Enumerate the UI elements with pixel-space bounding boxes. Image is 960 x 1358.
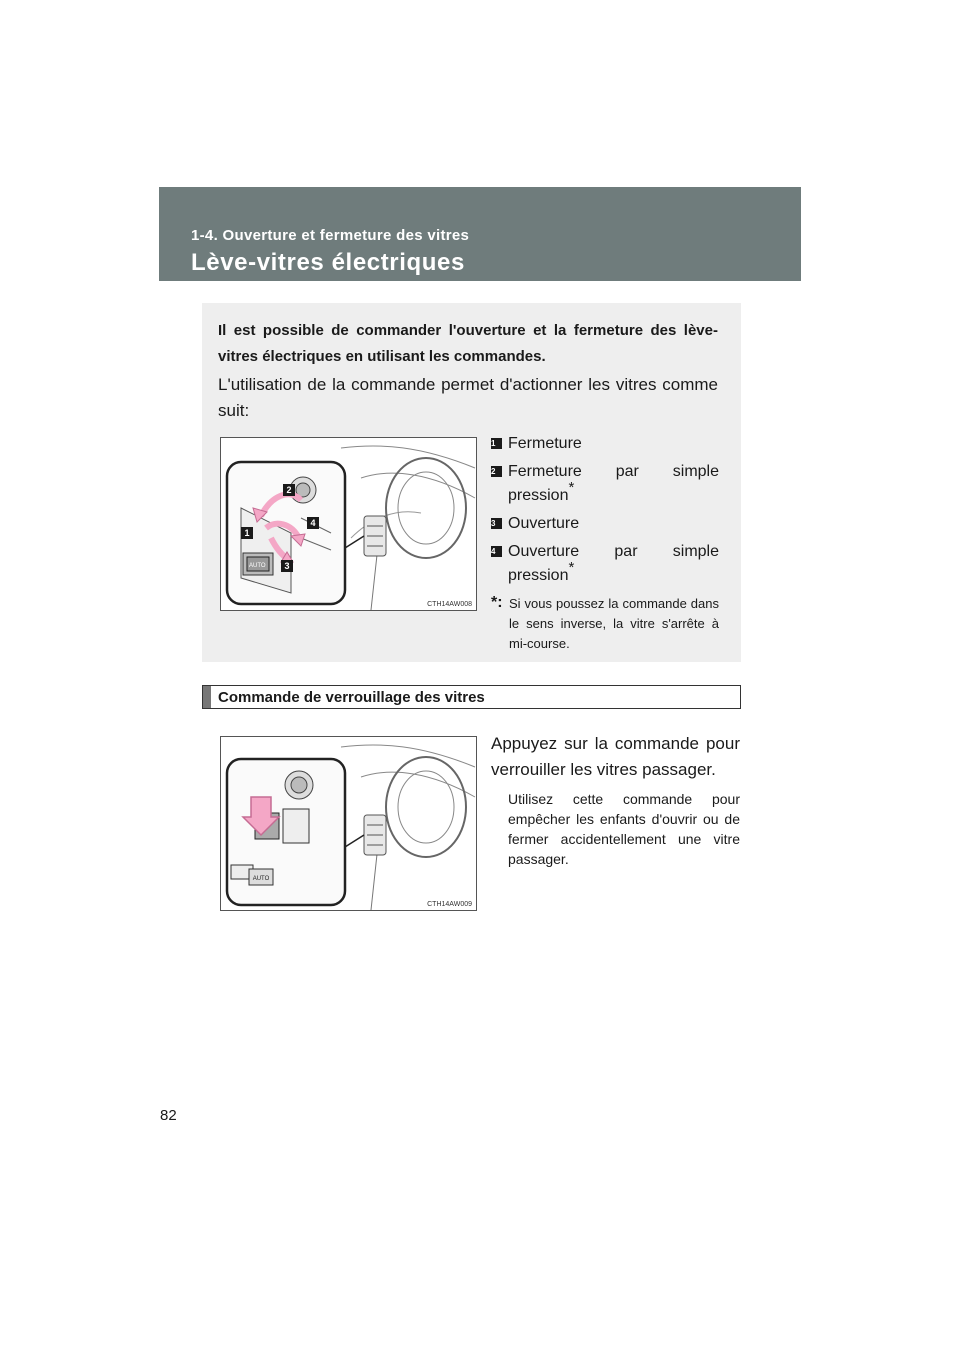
chapter-header [159,187,801,281]
list-item-label: Ouverture par simple pression [508,543,719,584]
svg-text:3: 3 [284,561,290,571]
lock-switch-drawing [221,737,476,910]
heading-accent [203,686,211,708]
list-item [491,432,719,456]
intro-summary: Il est possible de commander l'ouverture et la fermeture des lève-vitres électriques en utilisant les commandes. [218,322,718,365]
callout-4 [307,517,319,529]
window-switch-drawing [221,438,476,610]
number-badge: 3 [491,518,502,529]
callout-3 [281,560,293,572]
window-switch-illustration [220,437,477,611]
lock-instruction: Appuyez sur la commande pour verrouiller les vitres passager. [491,734,740,779]
svg-text:4: 4 [310,518,316,528]
footnote-text: Si vous poussez la commande dans le sens inverse, la vitre s'arrête à mi-course. [509,596,719,651]
number-badge: 4 [491,546,502,557]
asterisk-mark: * [568,478,575,496]
section-heading-bar [202,685,741,709]
svg-text:1: 1 [244,528,250,538]
svg-text:AUTO: AUTO [249,563,266,569]
page-title: Lève-vitres électriques [191,249,465,276]
section-heading: Commande de verrouillage des vitres [218,689,485,706]
callout-1 [241,527,253,539]
page-number: 82 [160,1107,177,1124]
list-item-label: Fermeture par simple pression [508,463,719,504]
number-badge: 1 [491,438,502,449]
window-actions-list [491,432,719,654]
footnote-mark: *: [491,594,503,611]
intro-text: L'utilisation de la commande permet d'actionner les vitres comme suit: [218,375,718,420]
figure-code: CTH14AW008 [427,601,472,608]
figure-code: CTH14AW009 [427,901,472,908]
list-item [491,460,719,508]
list-item-label: Ouverture [508,515,580,532]
section-title: 1-4. Ouverture et fermeture des vitres [191,227,470,244]
list-item [491,540,719,588]
list-item [491,512,719,536]
asterisk-mark: * [568,558,575,576]
svg-text:AUTO: AUTO [252,876,270,882]
lock-note: Utilisez cette commande pour empêcher les enfants d'ouvrir ou de fermer accidentellement une vitre passager. [508,791,740,867]
lock-switch-illustration [220,736,477,911]
number-badge: 2 [491,466,502,477]
callout-2 [283,484,295,496]
svg-text:2: 2 [286,485,292,495]
list-item-label: Fermeture [508,435,582,452]
footnote [491,594,719,654]
